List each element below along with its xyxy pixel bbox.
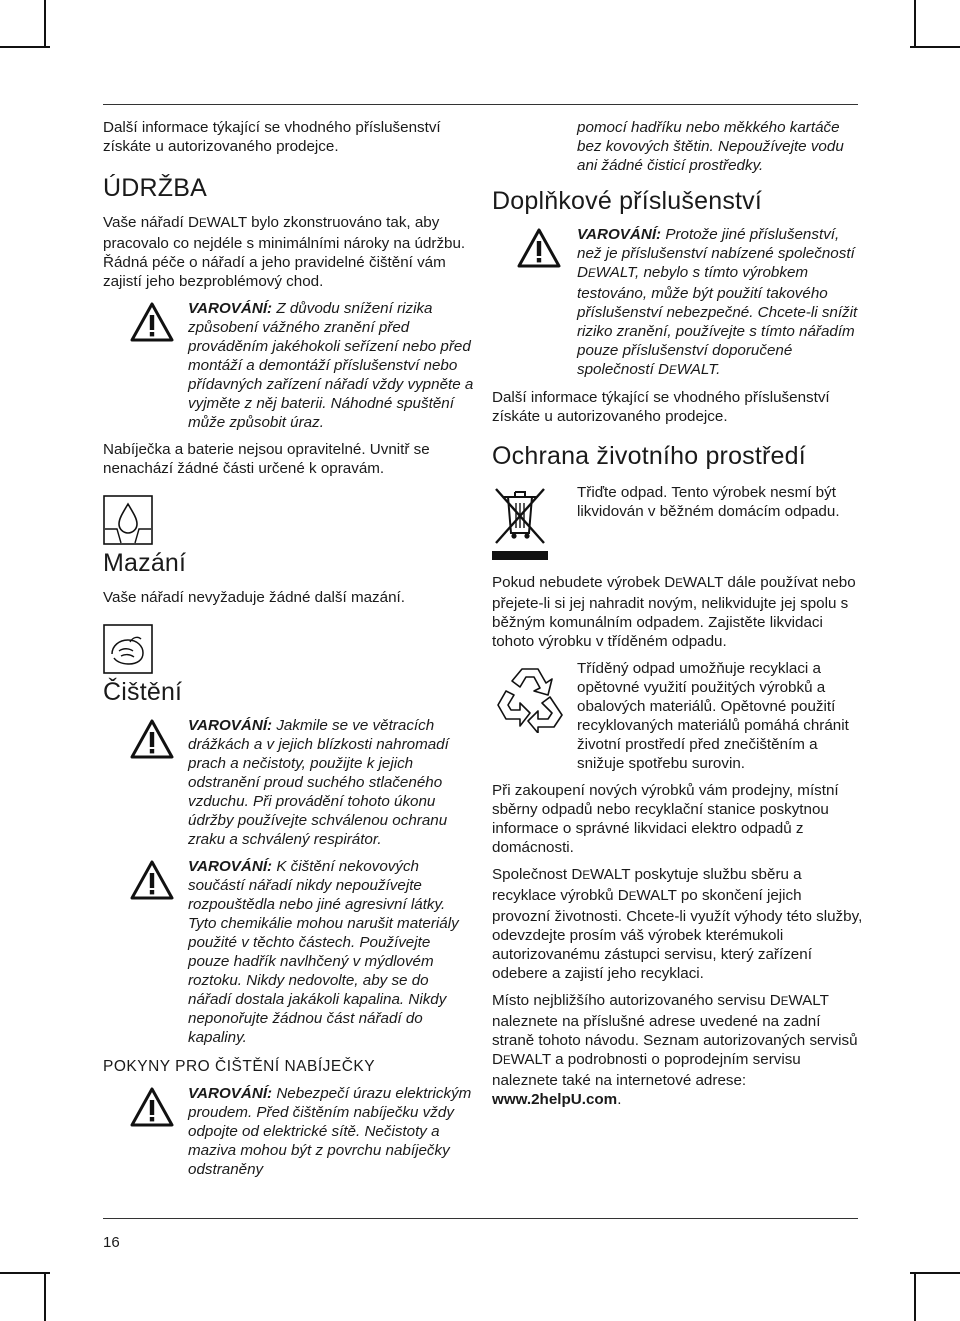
- charger-text: Nabíječka a baterie nejsou opravitelné. Uvnitř se nenachází žádné části určené k opravám.: [103, 441, 430, 477]
- right-column: [492, 118, 864, 1109]
- warning-text: VAROVÁNÍ: Z důvodu snížení rizika způsobení vážného zranění před prováděním jakéhokoli seřízení nebo před montáží a demontáží příslušenství nebo přídavných zařízení nářadí vždy vypněte a vyjměte z něj baterii. Náhodné spuštění může způsobit úraz.: [188, 300, 474, 431]
- recycling-block: [492, 659, 864, 773]
- service-location-text: Místo nejbližšího autorizovaného servisu DEWALT naleznete na příslušné adrese uvedené na zadní straně tohoto návodu. Seznam autorizovaných servisů DEWALT a podrobnosti o poprodejním servisu naleznete také na internetové adrese: www.2helpU.com.: [492, 992, 858, 1108]
- crossed-bin-icon: [492, 483, 548, 563]
- crop-mark: [914, 0, 916, 48]
- company-service-text: Společnost DEWALT poskytuje službu sběru a recyklace výrobků DEWALT po skončení jejich provozní životnosti. Chcete-li využít výhody této služby, odevzdejte prosím váš výrobek kterémukoli autorizovanému zástupci servisu, který zařízení odebere a zajistí jeho recyklaci.: [492, 866, 863, 982]
- recycling-text: Tříděný odpad umožňuje recyklaci a opětovné využití použitých výrobků a obalových materiálů. Opětovné použití recyklovaných materiálů pomáhá chránit životní prostředí před znečištěním a snižuje spotřebu surovin.: [577, 660, 849, 772]
- accessories-title: Doplňkové příslušenství: [492, 187, 763, 215]
- crop-mark: [914, 1272, 916, 1321]
- crop-mark: [910, 46, 960, 48]
- warning-triangle-icon: [129, 1086, 175, 1128]
- warning-triangle-icon: [129, 859, 175, 901]
- page-number: 16: [103, 1234, 120, 1251]
- warning-block: [103, 857, 475, 1047]
- environment-title: Ochrana životního prostředí: [492, 442, 806, 470]
- header-rule: [103, 104, 858, 105]
- waste-sorting-block: [492, 483, 864, 565]
- crop-mark: [910, 1272, 960, 1274]
- purchase-text: Při zakoupení nových výrobků vám prodejny, místní sběrny odpadů nebo recyklační stanice poskytnou informace o správné likvidaci elektro odpadů z domácnosti.: [492, 782, 839, 856]
- crop-mark: [44, 0, 46, 48]
- warning-block: [103, 299, 475, 432]
- crop-mark: [0, 1272, 50, 1274]
- crop-mark: [0, 46, 50, 48]
- maintenance-title: ÚDRŽBA: [103, 174, 207, 202]
- warning-text: VAROVÁNÍ: Jakmile se ve větracích drážkách a v jejich blízkosti nahromadí prach a nečistoty, použijte k jejich odstranění proud suchého stlačeného vzduchu. Při provádění tohoto úkonu údržby používejte schválenou ochranu zraku a schválený respirátor.: [188, 717, 449, 848]
- warning-block: [103, 716, 475, 849]
- warning-triangle-icon: [516, 227, 562, 269]
- maintenance-text: Vaše nářadí DEWALT bylo zkonstruováno tak, aby pracovalo co nejdéle s minimálními nároky na údržbu. Řádná péče o nářadí a jeho pravidelné čištění vám zajistí jeho bezproblémový chod.: [103, 214, 466, 290]
- replace-text: Pokud nebudete výrobek DEWALT dále používat nebo přejete-li si jej nahradit novým, nelikvidujte jej spolu s běžným komunálním odpadem. Zajistěte likvidaci tohoto výrobku v tříděném odpadu.: [492, 574, 856, 650]
- footer-rule: [103, 1218, 858, 1219]
- lubrication-icon: [103, 495, 153, 545]
- warning-triangle-icon: [129, 301, 175, 343]
- sort-waste-text: Třiďte odpad. Tento výrobek nesmí být likvidován v běžném domácím odpadu.: [577, 484, 840, 520]
- cleaning-icon: [103, 624, 153, 674]
- warning-block: [492, 225, 864, 381]
- warning-text: VAROVÁNÍ: K čištění nekovových součástí nářadí nikdy nepoužívejte rozpouštědla nebo jiné agresivní látky. Tyto chemikálie mohou narušit materiály použité v těchto částech. Používejte pouze hadřík navlhčený v mýdlovém roztoku. Nikdy nedovolte, aby se do nářadí dostala jakákoli kapalina. Nikdy neponořujte žádnou část nářadí do kapaliny.: [188, 858, 459, 1046]
- warning-text: VAROVÁNÍ: Protože jiné příslušenství, než je příslušenství nabízené společností DEWALT, nebylo s tímto výrobkem testováno, může být použití takového příslušenství nebezpečné. Chcete-li snížit riziko zranění, používejte s tímto nářadím pouze příslušenství doporučené společností DEWALT.: [577, 226, 858, 378]
- warning-triangle-icon: [129, 718, 175, 760]
- recycle-icon: [492, 663, 568, 733]
- accessory-info: Další informace týkající se vhodného příslušenství získáte u autorizovaného prodejce.: [103, 119, 441, 155]
- crop-mark: [44, 1272, 46, 1321]
- continued-text: pomocí hadříku nebo měkkého kartáče bez kovových štětin. Nepoužívejte vodu ani žádné čisticí prostředky.: [577, 119, 844, 174]
- accessory-info: Další informace týkající se vhodného příslušenství získáte u autorizovaného prodejce.: [492, 389, 830, 425]
- warning-text: VAROVÁNÍ: Nebezpečí úrazu elektrickým proudem. Před čištěním nabíječku vždy odpojte od elektrické sítě. Nečistoty a maziva mohou být z povrchu nabíječky odstraněny: [188, 1085, 472, 1178]
- charger-cleaning-title: POKYNY PRO ČIŠTĚNÍ NABÍJEČKY: [103, 1058, 376, 1075]
- left-column: [103, 118, 475, 1179]
- lubrication-title: Mazání: [103, 549, 187, 577]
- lubrication-text: Vaše nářadí nevyžaduje žádné další mazání.: [103, 589, 405, 606]
- cleaning-title: Čištění: [103, 678, 183, 706]
- warning-block: [103, 1084, 475, 1179]
